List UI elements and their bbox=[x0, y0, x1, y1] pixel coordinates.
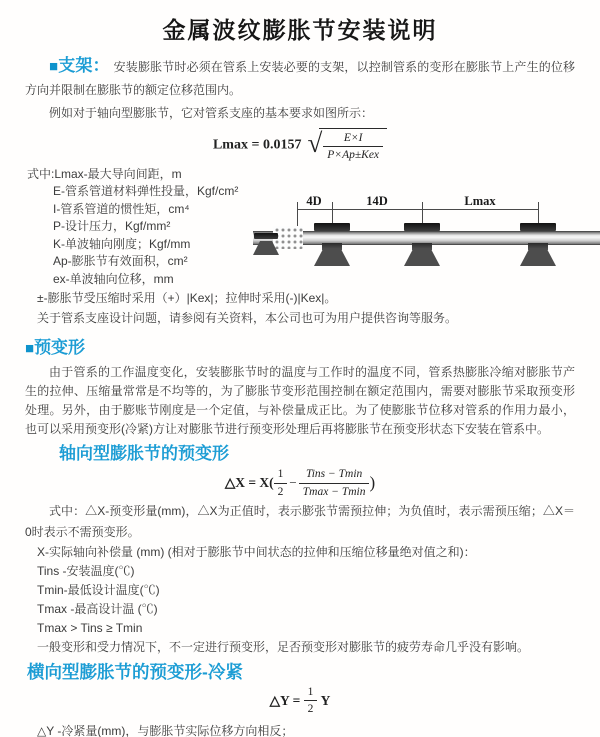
section-square-icon: ■ bbox=[25, 340, 35, 358]
support-pedestal bbox=[520, 249, 556, 266]
definition-p: P-设计压力，Kgf/mm² bbox=[53, 219, 171, 234]
anchor-support bbox=[249, 196, 283, 292]
dx-temp-fraction bbox=[299, 467, 370, 499]
dy-note-line: △Y -冷紧量(mm)，与膨胀节实际位移方向相反； bbox=[37, 723, 294, 737]
section-square-icon: ■ bbox=[49, 58, 59, 75]
dx-half-numerator: 1 bbox=[274, 467, 288, 483]
dim-label-4d: 4D bbox=[306, 194, 322, 208]
support-pedestal bbox=[314, 249, 350, 266]
sqrt-body bbox=[319, 128, 387, 163]
lmax-fraction-denominator: P×Ap±Kex bbox=[327, 149, 380, 162]
support-intro-text: 安装膨胀节时必须在管系上安装必要的支架，以控制管系的变形在膨胀节上产生的位移方向并限制在膨胀节的额定位移范围内。 bbox=[25, 60, 576, 97]
dx-explain-paragraph: 式中：△X-预变形量(mm)，△X为正值时，表示膨张节需预拉伸；为负值时，表示需预压缩；△X＝0时表示不需预变形。 bbox=[25, 504, 575, 539]
preform-section-header bbox=[25, 336, 575, 361]
support-intro-paragraph bbox=[25, 54, 575, 102]
lateral-preform-formula bbox=[25, 685, 575, 717]
support-clamp bbox=[314, 223, 350, 231]
dx-temp-denominator: Tmax − Tmin bbox=[302, 485, 366, 498]
pipe-support-diagram bbox=[253, 196, 600, 292]
dx-half-denominator: 2 bbox=[277, 485, 284, 498]
lmax-fraction bbox=[323, 131, 383, 163]
preform-paragraph: 由于管系的工作温度变化，安装膨胀节时的温度与工作时的温度不同，管系热膨胀冷缩对膨胀节产生的拉伸、压缩量常常是不均等的，为了膨胀节变形范围控制在额定范围内，需要对膨胀节采取预变形处理。另外，由于膨账节刚度是一个定值，与补偿量成正比。为了使膨胀节位移对管系的作用力最小，也可以采用预变形(冷紧)方让对膨胀节进行预变形处理后再将膨胀节在预变形状态下安装在管系中。 bbox=[25, 365, 575, 437]
lmax-fraction-numerator: E×I bbox=[323, 131, 383, 147]
pipe-support bbox=[310, 196, 354, 292]
minus-operator: − bbox=[289, 475, 297, 491]
support-section-label: 支架： bbox=[58, 56, 110, 75]
axial-preform-heading: 轴向型膨胀节的预变形 bbox=[59, 444, 229, 464]
support-clamp bbox=[520, 223, 556, 231]
pipe-support bbox=[400, 196, 444, 292]
x-definition-line: X-实际轴向补偿量 (mm) (相对于膨胀节中间状态的拉伸和压缩位移量绝对值之和)： bbox=[37, 545, 476, 559]
definition-k: K-单波轴向刚度；Kgf/mm bbox=[53, 236, 191, 251]
consult-note: 关于管系支座设计问题，请参阅有关资料，本公司也可为用户提供咨询等服务。 bbox=[37, 311, 458, 326]
dy-formula-lhs: △Y = bbox=[269, 692, 301, 708]
dim-label-14d: 14D bbox=[366, 194, 388, 208]
support-pedestal bbox=[404, 249, 440, 266]
radical-sign bbox=[307, 128, 387, 163]
axial-preform-formula bbox=[25, 467, 575, 499]
dy-half-fraction bbox=[304, 685, 318, 717]
dx-formula-lhs: △X = X( bbox=[224, 475, 274, 491]
lmax-formula bbox=[25, 128, 575, 163]
dy-half-denominator: 2 bbox=[307, 703, 314, 716]
support-clamp bbox=[404, 223, 440, 231]
dx-temp-numerator: Tins − Tmin bbox=[299, 467, 370, 483]
lmax-formula-lhs: Lmax = 0.0157 bbox=[212, 137, 302, 153]
definition-e: E-管系管道材料弹性投量，Kgf/cm² bbox=[53, 184, 239, 199]
dx-half-fraction bbox=[274, 467, 288, 499]
pipe-support bbox=[516, 196, 560, 292]
dy-half-numerator: 1 bbox=[304, 685, 318, 701]
lateral-preform-heading: 横向型膨胀节的预变形-冷紧 bbox=[27, 662, 243, 682]
close-paren: ) bbox=[369, 473, 376, 493]
tmin-line: Tmin-最低设计温度(℃) bbox=[37, 583, 160, 597]
page-title: 金属波纹膨胀节安装说明 bbox=[162, 17, 438, 43]
dy-formula-rhs: Y bbox=[320, 692, 331, 708]
anchor-pedestal bbox=[253, 241, 279, 255]
definition-i: I-管系管道的惯性矩，cm⁴ bbox=[53, 201, 190, 216]
preform-section-label: 预变形 bbox=[34, 338, 86, 358]
support-example-line: 例如对于轴向型膨胀节，它对管系支座的基本要求如图所示： bbox=[49, 106, 374, 120]
definition-lmax: 式中:Lmax-最大导向间距，m bbox=[27, 166, 182, 181]
axial-preform-note: 一般变形和受力情况下，不一定进行预变形，足否预变形对膨胀节的疲劳寿命几乎没有影响。 bbox=[37, 640, 530, 654]
tmax-line: Tmax -最高设计温 (℃) bbox=[37, 602, 158, 616]
tins-line: Tins -安装温度(℃) bbox=[37, 564, 135, 578]
definition-ex: ex-单波轴向位移，mm bbox=[53, 271, 174, 286]
dim-label-lmax: Lmax bbox=[464, 194, 496, 208]
anchor-clamp bbox=[254, 233, 278, 239]
plus-minus-note: ±-膨胀节受压缩时采用（+）|Kex|；拉伸时采用(-)|Kex|。 bbox=[37, 291, 337, 306]
sqrt-glyph: √ bbox=[307, 128, 323, 158]
definition-ap: Ap-膨胀节有效面积，cm² bbox=[53, 254, 188, 269]
temperature-relation-line: Tmax > Tins ≥ Tmin bbox=[37, 621, 143, 635]
